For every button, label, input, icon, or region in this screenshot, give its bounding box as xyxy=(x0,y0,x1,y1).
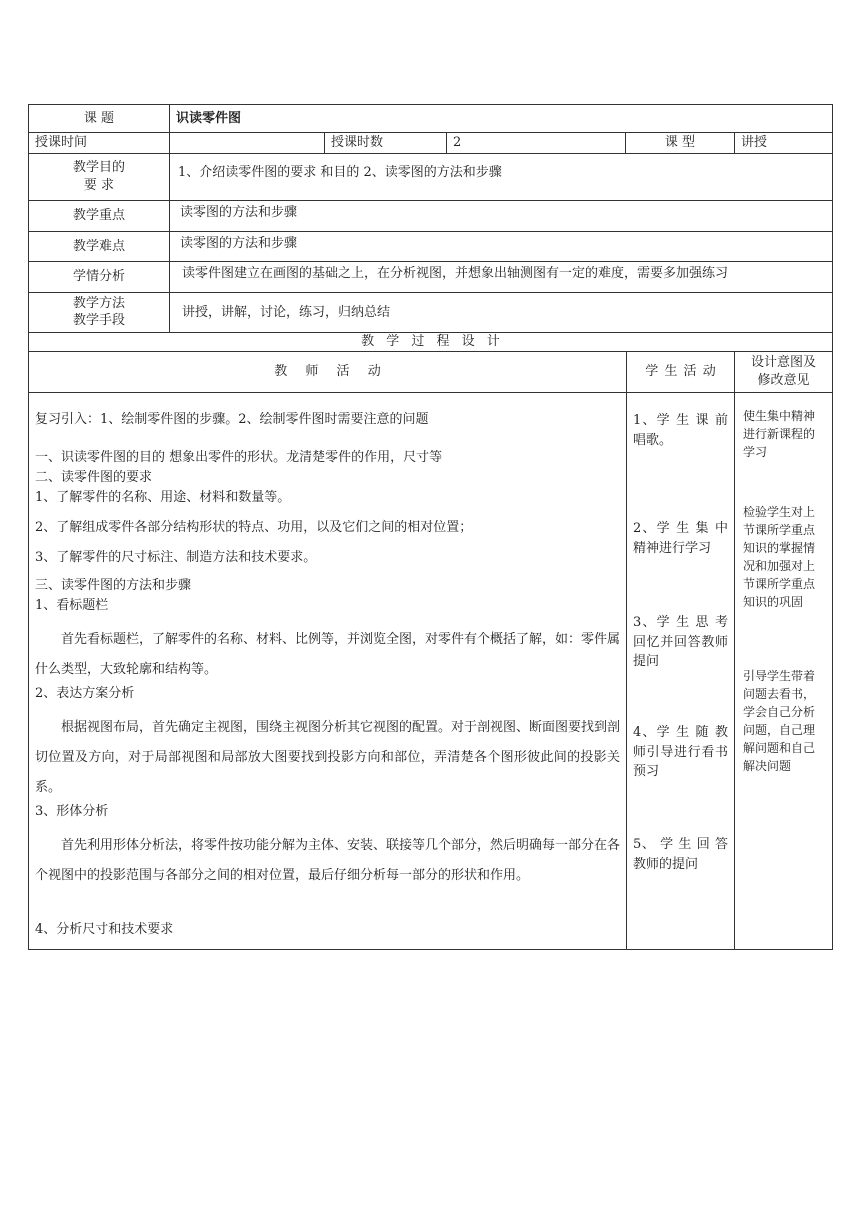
student-activity-1: 1、学 生 课 前唱歌。 xyxy=(633,413,728,448)
type-value-cell xyxy=(734,132,833,154)
goal-value: 1、介绍读零件图的要求 和目的 2、读零图的方法和步骤 xyxy=(178,165,502,180)
teacher-para-expression-text: 根据视图布局，首先确定主视图，围绕主视图分析其它视图的配置。对于剖视图、断面图要找到剖切位置及方向，对于局部视图和局部放大图要找到投影方向和部位，弄清楚各个图形彼此间的投影关系。 xyxy=(35,720,621,795)
design-col-header-line2: 修改意见 xyxy=(757,373,810,388)
teacher-col-header-cell xyxy=(28,351,627,393)
teacher-para-title-block-text: 首先看标题栏，了解零件的名称、材料、比例等，并浏览全图，对零件有个概括了解，如：零件属什么类型，大致轮廓和结构等。 xyxy=(35,632,621,677)
student-col-header: 学 生 活 动 xyxy=(645,364,716,380)
type-label-cell xyxy=(625,132,735,154)
teacher-para-shape-text: 首先利用形体分析法，将零件按功能分解为主体、安装、联接等几个部分，然后明确每一部分在各个视图中的投影范围与各部分之间的相对位置，最后仔细分析每一部分的形状和作用。 xyxy=(35,838,621,883)
hours-value: 2 xyxy=(453,135,462,151)
teacher-para-expression: 2、表达方案分析 xyxy=(35,686,135,701)
time-label: 授课时间 xyxy=(35,135,88,151)
analysis-label-cell xyxy=(28,261,170,293)
topic-value-cell xyxy=(169,104,833,133)
topic-label-cell xyxy=(28,104,170,133)
hours-label-cell xyxy=(324,132,447,154)
goal-label-cell xyxy=(28,153,170,201)
teacher-activity-cell xyxy=(28,392,627,950)
design-col-header-line1: 设计意图及 xyxy=(750,355,816,371)
goal-value-cell xyxy=(169,153,833,201)
topic-value: 识读零件图 xyxy=(176,110,242,126)
teacher-para-dimensions: 4、分析尺寸和技术要求 xyxy=(35,922,174,937)
design-note-2: 检验学生对上节课所学重点知识的掌握情况和加强对上节课所学重点知识的巩固 xyxy=(743,505,816,609)
key-label-cell xyxy=(28,200,170,232)
time-label-cell xyxy=(28,132,170,154)
teacher-para-requirements-heading: 二、读零件图的要求 xyxy=(35,470,153,485)
hours-label: 授课时数 xyxy=(331,135,384,151)
key-value: 读零图的方法和步骤 xyxy=(180,205,298,220)
design-col-header-cell xyxy=(734,351,833,393)
time-value-cell xyxy=(169,132,325,154)
teacher-para-shape: 3、形体分析 xyxy=(35,804,109,819)
method-value: 讲授，讲解，讨论，练习，归纳总结 xyxy=(182,305,391,320)
goal-label-line1: 教学目的 xyxy=(72,160,125,176)
difficulty-label-cell xyxy=(28,231,170,262)
teacher-para-method-heading: 三、读零件图的方法和步骤 xyxy=(35,578,192,593)
student-activity-2: 2、学 生 集 中精神进行学习 xyxy=(633,521,728,556)
method-value-cell xyxy=(169,292,833,333)
analysis-value: 读零件图建立在画图的基础之上，在分析视图，并想象出轴测图有一定的难度，需要多加强练习 xyxy=(182,266,729,281)
process-title: 教 学 过 程 设 计 xyxy=(361,334,500,350)
teacher-para-req-2: 2、了解组成零件各部分结构形状的特点、功用，以及它们之间的相对位置； xyxy=(35,520,473,535)
type-value: 讲授 xyxy=(741,135,768,151)
method-label-cell xyxy=(28,292,170,333)
teacher-para-review: 复习引入：1、绘制零件图的步骤。2、绘制零件图时需要注意的问题 xyxy=(35,412,429,427)
analysis-label: 学情分析 xyxy=(72,269,125,285)
key-value-cell xyxy=(169,200,833,232)
method-label-line1: 教学方法 xyxy=(72,295,125,311)
method-label-line2: 教学手段 xyxy=(72,312,125,328)
teacher-para-title-block: 1、看标题栏 xyxy=(35,598,109,613)
difficulty-label: 教学难点 xyxy=(72,238,125,254)
analysis-value-cell xyxy=(169,261,833,293)
difficulty-value: 读零图的方法和步骤 xyxy=(180,236,298,251)
student-activity-3: 3、学 生 思 考回忆并回答教师提问 xyxy=(633,615,728,669)
design-intent-cell xyxy=(734,392,833,950)
design-note-1: 使生集中精神进行新课程的学习 xyxy=(743,409,816,459)
process-title-cell xyxy=(28,332,833,352)
difficulty-value-cell xyxy=(169,231,833,262)
hours-value-cell xyxy=(446,132,626,154)
student-activity-5: 5、 学 生 回 答教师的提问 xyxy=(633,837,728,872)
design-note-3: 引导学生带着问题去看书，学会自己分析问题，自己理解问题和自己解决问题 xyxy=(743,669,816,773)
key-label: 教学重点 xyxy=(72,208,125,224)
student-col-header-cell xyxy=(626,351,735,393)
teacher-col-header: 教 师 活 动 xyxy=(274,364,381,380)
student-activity-cell xyxy=(626,392,735,950)
goal-label-line2: 要 求 xyxy=(83,178,115,193)
teacher-para-req-1: 1、了解零件的名称、用途、材料和数量等。 xyxy=(35,490,291,505)
topic-label: 课 题 xyxy=(83,110,115,126)
teacher-para-req-3: 3、了解零件的尺寸标注、制造方法和技术要求。 xyxy=(35,550,317,565)
type-label: 课 型 xyxy=(664,135,696,151)
teacher-para-purpose: 一、识读零件图的目的 想象出零件的形状。龙清楚零件的作用，尺寸等 xyxy=(35,450,443,465)
student-activity-4: 4、学 生 随 教师引导进行看书预习 xyxy=(633,725,728,779)
